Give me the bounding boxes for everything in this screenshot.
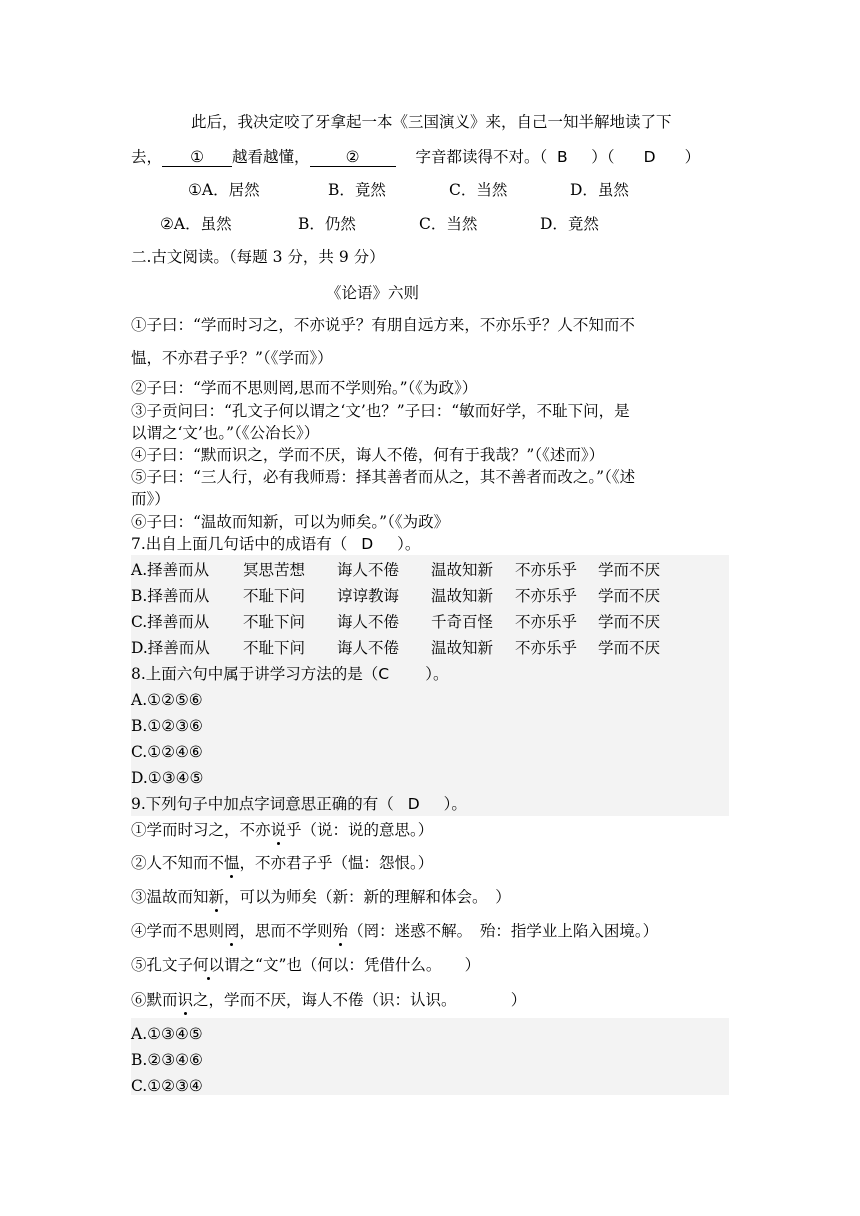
q7-answer: D (361, 535, 374, 553)
dotted-char: 罔 (224, 922, 240, 940)
item-text: （罔：迷惑不解。 殆：指学业上陷入困境。） (348, 922, 659, 940)
passage-1a: ①子曰：“学而时习之，不亦说乎？有朋自远方来，不亦乐乎？人不知而不 (131, 316, 635, 334)
option-cell: B.择善而从 (131, 587, 210, 605)
intro-suffix: 字音都读得不对。（ (415, 148, 548, 166)
item-text: ，可以为师矣（新：新的理解和体会。 ） (224, 888, 511, 906)
passage-5a: ⑤子曰：“三人行，必有我师焉：择其善者而从之，其不善者而改之。”（《述 (131, 468, 636, 486)
q9-option-a: A.①③④⑤ (131, 1025, 203, 1043)
section-heading: 二.古文阅读。（每题 3 分，共 9 分） (131, 248, 385, 266)
q9-stem (131, 794, 467, 814)
option: C．当然 (419, 215, 478, 233)
option-cell: D.择善而从 (131, 639, 210, 657)
passage-6: ⑥子曰：“温故而知新，可以为师矣。”（《为政》 (131, 513, 450, 531)
dotted-char: 新 (208, 888, 225, 906)
item-text: 谓之“文”也（何以：凭借什么。 ） (224, 956, 481, 974)
item-text: 乎（说：说的意思。） (286, 821, 434, 839)
q8-option-a: A.①②⑤⑥ (131, 691, 203, 709)
q9-stem-text: 9.下列句子中加点字词意思正确的有（ (131, 795, 399, 813)
q7-option-a (131, 560, 660, 580)
item-text: ，思而不学则 (239, 922, 333, 940)
q9-option-b: B.②③④⑥ (131, 1051, 203, 1069)
option-cell: 诲人不倦 (337, 639, 400, 657)
option-cell: C.择善而从 (131, 613, 210, 631)
q7-stem-text: 7.出自上面几句话中的成语有（ (131, 535, 353, 553)
q9-item-4 (131, 921, 658, 941)
intro-mid: 越看越懂， (232, 148, 310, 166)
item-text: ④学而不思则 (131, 922, 225, 940)
dotted-char: 愠 (224, 854, 240, 872)
item-text: 之，学而不厌，诲人不倦（识：认识。 ） (193, 991, 527, 1009)
q7-option-d (131, 638, 660, 658)
option: C．当然 (449, 181, 508, 199)
intro-options-1 (188, 180, 629, 200)
option-cell: 学而不厌 (598, 639, 661, 657)
intro-prefix: 去， (131, 148, 163, 166)
option-cell: 温故知新 (431, 587, 494, 605)
q9-option-c: C.①②③④ (131, 1077, 203, 1095)
q9-options-shade (131, 1018, 729, 1095)
option-cell: 温故知新 (431, 639, 494, 657)
intro-options-2 (160, 214, 599, 234)
blank-2: ② (310, 148, 396, 167)
q8-stem-end: ）。 (420, 665, 449, 683)
dotted-char: 殆 (332, 922, 349, 940)
item-text: ，不亦君子乎（愠：怨恨。） (239, 854, 434, 872)
intro-paren-mid: ）（ (591, 148, 615, 166)
dotted-char: 何以 (193, 956, 225, 974)
dotted-char: 说 (270, 821, 287, 839)
option-cell: 诲人不倦 (337, 561, 400, 579)
option-cell: 学而不厌 (598, 587, 661, 605)
option-cell: 温故知新 (431, 561, 494, 579)
passage-4: ④子曰：“默而识之，学而不厌，诲人不倦，何有于我哉？”（《述而》） (131, 446, 605, 464)
option-cell: 不耻下问 (243, 613, 306, 631)
q8-option-c: C.①②④⑥ (131, 743, 203, 761)
item-text: ⑤孔文子 (131, 956, 194, 974)
option-cell: 诲人不倦 (337, 613, 400, 631)
q7-option-c (131, 612, 660, 632)
option: D．竟然 (540, 215, 599, 233)
option: ①A．居然 (188, 181, 260, 199)
passage-5b: 而》） (131, 490, 170, 508)
item-text: ⑥默而 (131, 991, 178, 1009)
option: B．竟然 (328, 181, 386, 199)
option-cell: 不亦乐乎 (515, 639, 578, 657)
q9-item-5 (131, 955, 480, 975)
option-cell: 冥思苦想 (243, 561, 306, 579)
intro-line-1: 此后，我决定咬了牙拿起一本《三国演义》来，自己一知半解地读了下 (191, 113, 672, 131)
q8-stem (131, 664, 448, 684)
q7-stem (131, 534, 420, 554)
intro-paren-end: ） (684, 148, 701, 166)
q8-option-d: D.①③④⑤ (131, 769, 204, 787)
q9-item-3 (131, 887, 511, 907)
option-cell: 不亦乐乎 (515, 561, 578, 579)
option-cell: 不耻下问 (243, 587, 306, 605)
intro-answer-1: B (556, 148, 568, 166)
option-cell: 千奇百怪 (431, 613, 494, 631)
passage-1b: 愠，不亦君子乎？”（《学而》） (131, 349, 333, 367)
q9-item-6 (131, 990, 526, 1010)
q8-option-b: B.①②③⑥ (131, 717, 203, 735)
option: ②A．虽然 (160, 215, 232, 233)
option-cell: 不耻下问 (243, 639, 306, 657)
option-cell: 不亦乐乎 (515, 613, 578, 631)
q8-shade (131, 661, 729, 816)
passage-2: ②子曰：“学而不思则罔,思而不学则殆。”（《为政》） (131, 379, 478, 397)
q8-answer: C (378, 665, 390, 683)
q8-stem-text: 8.上面六句中属于讲学习方法的是（ (131, 665, 379, 683)
option-cell: A.择善而从 (131, 561, 210, 579)
passage-3b: 以谓之‘文’也。”（《公冶长》） (131, 424, 320, 442)
intro-answer-2: D (643, 148, 656, 166)
intro-line-2 (131, 147, 700, 167)
option-cell: 谆谆教诲 (337, 587, 400, 605)
item-text: ③温故而知 (131, 888, 209, 906)
option: B．仍然 (298, 215, 356, 233)
q7-stem-end: ）。 (392, 535, 421, 553)
dotted-char: 识 (177, 991, 194, 1009)
blank-1: ① (162, 148, 232, 167)
option-cell: 学而不厌 (598, 561, 661, 579)
q9-item-1 (131, 820, 433, 840)
q7-option-b (131, 586, 660, 606)
option: D．虽然 (570, 181, 629, 199)
q9-answer: D (407, 795, 420, 813)
option-cell: 不亦乐乎 (515, 587, 578, 605)
option-cell: 学而不厌 (598, 613, 661, 631)
passage-title: 《论语》六则 (326, 284, 420, 302)
passage-3a: ③子贡问曰：“孔文子何以谓之‘文’也？”子曰：“敏而好学，不耻下问，是 (131, 402, 630, 420)
q9-item-2 (131, 853, 433, 873)
item-text: ②人不知而不 (131, 854, 225, 872)
q9-stem-end: ）。 (438, 795, 467, 813)
item-text: ①学而时习之，不亦 (131, 821, 271, 839)
